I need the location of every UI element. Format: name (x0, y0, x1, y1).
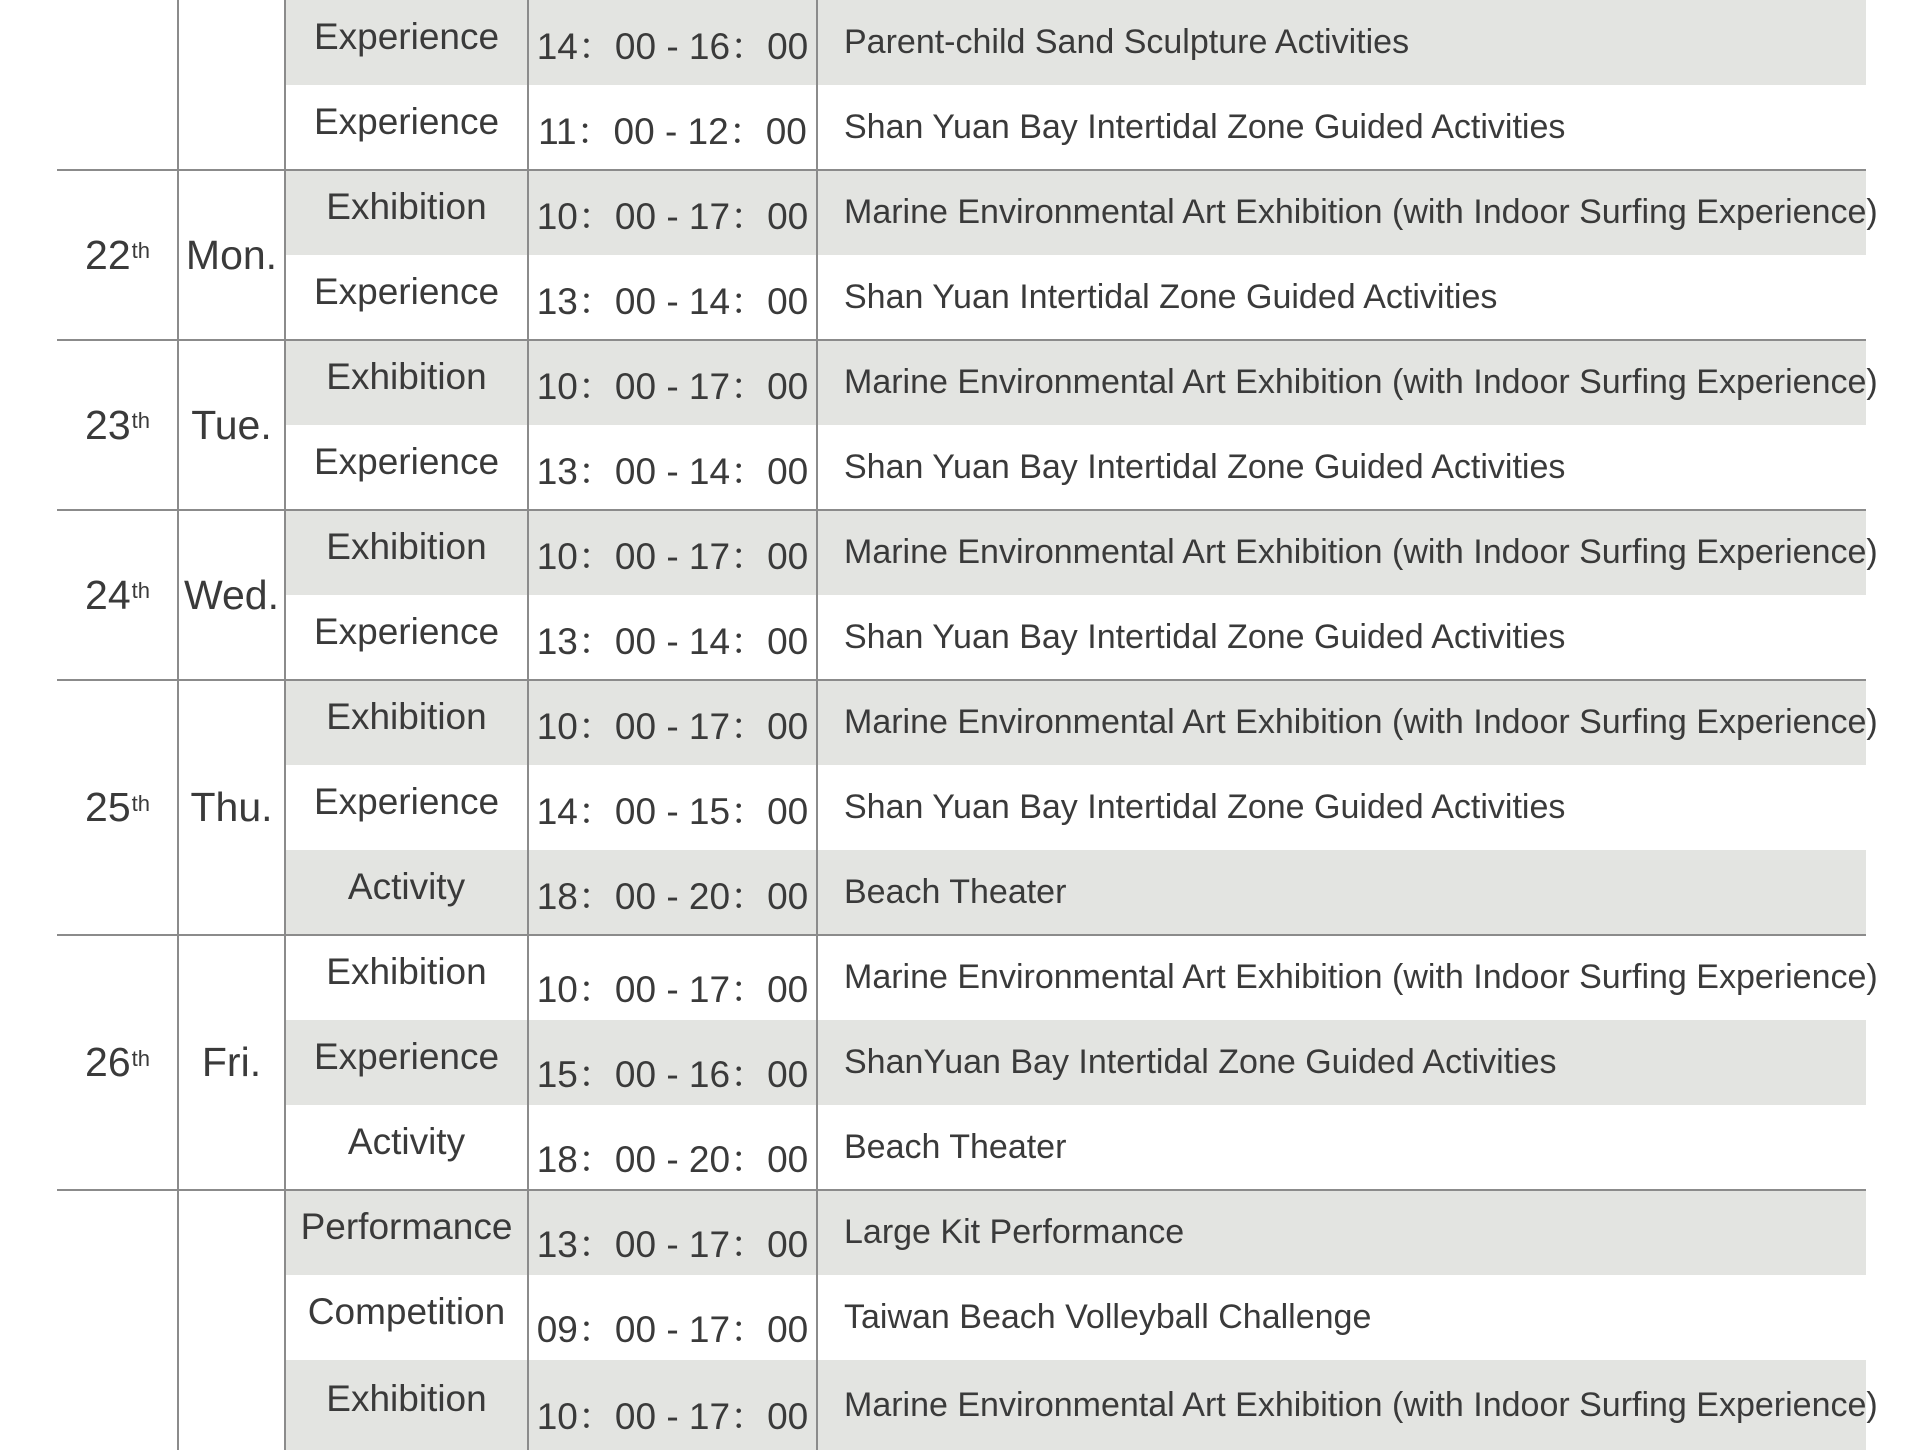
column-divider (177, 0, 179, 1450)
event-time: 10：00 - 17：00 (528, 1360, 817, 1450)
event-name: Shan Yuan Bay Intertidal Zone Guided Activities (817, 425, 1866, 510)
day-divider (57, 1189, 1866, 1191)
date-cell (57, 935, 178, 1190)
event-name: Marine Environmental Art Exhibition (with Indoor Surfing Experience) (817, 170, 1866, 255)
event-name: Marine Environmental Art Exhibition (with Indoor Surfing Experience) (817, 510, 1866, 595)
event-type: Performance (285, 1190, 528, 1275)
column-divider (284, 0, 286, 1450)
event-time: 10：00 - 17：00 (528, 340, 817, 425)
event-type: Experience (285, 85, 528, 170)
date-suffix: th (131, 578, 150, 603)
event-type: Exhibition (285, 1360, 528, 1450)
event-name: Shan Yuan Bay Intertidal Zone Guided Activities (817, 765, 1866, 850)
event-type: Exhibition (285, 680, 528, 765)
event-time: 10：00 - 17：00 (528, 935, 817, 1020)
event-type: Experience (285, 255, 528, 340)
weekday-cell: Thu. (190, 784, 273, 830)
event-name: Taiwan Beach Volleyball Challenge (817, 1275, 1866, 1360)
date-cell (57, 0, 178, 170)
event-type: Experience (285, 1020, 528, 1105)
event-time: 14：00 - 16：00 (528, 0, 817, 85)
weekday-cell: Tue. (191, 401, 272, 448)
event-name: Shan Yuan Bay Intertidal Zone Guided Activities (817, 85, 1866, 170)
event-type: Experience (285, 595, 528, 680)
event-type: Exhibition (285, 935, 528, 1020)
event-time: 15：00 - 16：00 (528, 1020, 817, 1105)
date-number: 26 (85, 1039, 131, 1085)
event-name: Marine Environmental Art Exhibition (with Indoor Surfing Experience) (817, 935, 1866, 1020)
day-divider (57, 934, 1866, 936)
event-name: Marine Environmental Art Exhibition (with Indoor Surfing Experience) (817, 1360, 1866, 1450)
event-type: Experience (285, 425, 528, 510)
date-suffix: th (131, 1045, 150, 1071)
event-type: Experience (285, 765, 528, 850)
event-name: Shan Yuan Bay Intertidal Zone Guided Activities (817, 595, 1866, 680)
event-time: 10：00 - 17：00 (528, 680, 817, 765)
event-time: 18：00 - 20：00 (528, 850, 817, 935)
day-divider (57, 339, 1866, 341)
event-time: 13：00 - 14：00 (528, 595, 817, 680)
event-time: 11：00 - 12：00 (528, 85, 817, 170)
event-time: 10：00 - 17：00 (528, 510, 817, 595)
day-divider (57, 169, 1866, 171)
event-name: Shan Yuan Intertidal Zone Guided Activities (817, 255, 1866, 340)
date-number: 24 (85, 571, 131, 618)
event-name: Beach Theater (817, 850, 1866, 935)
date-suffix: th (131, 790, 150, 816)
event-name: Marine Environmental Art Exhibition (with Indoor Surfing Experience) (817, 680, 1866, 765)
date-cell (57, 1190, 178, 1450)
event-time: 13：00 - 14：00 (528, 255, 817, 340)
event-name: Large Kit Performance (817, 1190, 1866, 1275)
date-cell (57, 680, 178, 935)
weekday-cell (178, 0, 285, 170)
event-type: Activity (285, 1105, 528, 1190)
event-time: 13：00 - 17：00 (528, 1190, 817, 1275)
event-type: Experience (285, 0, 528, 85)
event-time: 18：00 - 20：00 (528, 1105, 817, 1190)
weekday-cell: Wed. (184, 571, 279, 618)
date-suffix: th (131, 238, 150, 263)
event-name: Marine Environmental Art Exhibition (with Indoor Surfing Experience) (817, 340, 1866, 425)
event-type: Exhibition (285, 340, 528, 425)
event-name: ShanYuan Bay Intertidal Zone Guided Activities (817, 1020, 1866, 1105)
event-time: 09：00 - 17：00 (528, 1275, 817, 1360)
date-suffix: th (131, 408, 150, 433)
event-time: 13：00 - 14：00 (528, 425, 817, 510)
column-divider (527, 0, 529, 1450)
column-divider (816, 0, 818, 1450)
event-time: 10：00 - 17：00 (528, 170, 817, 255)
event-name: Parent-child Sand Sculpture Activities (817, 0, 1866, 85)
weekday-cell: Fri. (201, 1039, 262, 1085)
weekday-cell: Mon. (185, 231, 278, 278)
weekday-cell (178, 1190, 285, 1450)
event-type: Exhibition (285, 170, 528, 255)
date-number: 23 (85, 401, 131, 448)
date-cell (57, 170, 178, 340)
event-time: 14：00 - 15：00 (528, 765, 817, 850)
event-type: Activity (285, 850, 528, 935)
day-divider (57, 679, 1866, 681)
event-type: Exhibition (285, 510, 528, 595)
date-cell (57, 510, 178, 680)
date-number: 25 (85, 784, 131, 830)
event-name: Beach Theater (817, 1105, 1866, 1190)
event-type: Competition (285, 1275, 528, 1360)
date-cell (57, 340, 178, 510)
date-number: 22 (85, 231, 131, 278)
day-divider (57, 509, 1866, 511)
